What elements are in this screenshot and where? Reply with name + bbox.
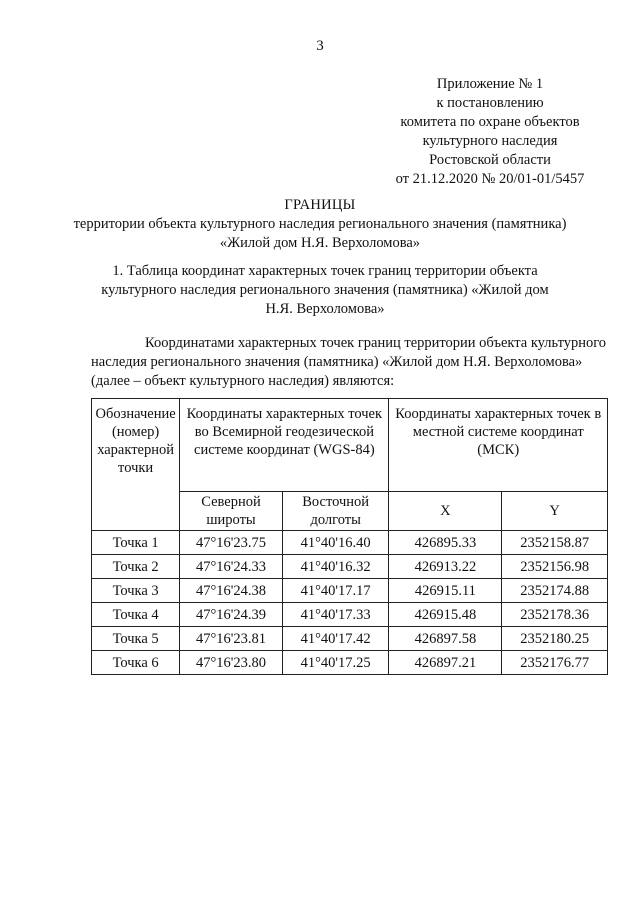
section-title xyxy=(55,262,595,319)
appendix-line: культурного наследия xyxy=(422,133,558,149)
heading-subtitle-line: территории объекта культурного наследия регионального значения (памятника) xyxy=(73,216,567,232)
heading-title: ГРАНИЦЫ xyxy=(284,197,356,213)
cell-east: 41°40'17.33 xyxy=(282,603,389,627)
header-east: Восточной долготы xyxy=(282,492,389,531)
table-header-row xyxy=(92,399,608,492)
cell-point: Точка 2 xyxy=(92,555,180,579)
cell-y: 2352180.25 xyxy=(502,627,608,651)
cell-north: 47°16'24.33 xyxy=(180,555,283,579)
cell-x: 426913.22 xyxy=(389,555,502,579)
appendix-block xyxy=(370,75,610,189)
table-row xyxy=(92,603,608,627)
cell-north: 47°16'24.39 xyxy=(180,603,283,627)
section-title-line: Н.Я. Верхоломова» xyxy=(265,301,385,317)
section-title-line: 1. Таблица координат характерных точек границ территории объекта xyxy=(112,263,538,279)
document-heading xyxy=(40,196,600,253)
cell-x: 426897.21 xyxy=(389,651,502,675)
paragraph-line: наследия регионального значения (памятника) «Жилой дом Н.Я. Верхоломова» xyxy=(91,354,583,370)
cell-x: 426915.11 xyxy=(389,579,502,603)
header-msk: Координаты характерных точек в местной системе координат (МСК) xyxy=(389,399,608,492)
cell-east: 41°40'17.17 xyxy=(282,579,389,603)
cell-x: 426915.48 xyxy=(389,603,502,627)
cell-x: 426895.33 xyxy=(389,531,502,555)
cell-east: 41°40'17.42 xyxy=(282,627,389,651)
appendix-line: к постановлению xyxy=(436,95,544,111)
appendix-line: Ростовской области xyxy=(429,152,551,168)
cell-north: 47°16'23.80 xyxy=(180,651,283,675)
cell-east: 41°40'16.40 xyxy=(282,531,389,555)
header-point: Обозначение (номер) характерной точки xyxy=(92,399,180,531)
cell-east: 41°40'16.32 xyxy=(282,555,389,579)
cell-y: 2352176.77 xyxy=(502,651,608,675)
cell-north: 47°16'23.75 xyxy=(180,531,283,555)
cell-north: 47°16'23.81 xyxy=(180,627,283,651)
cell-point: Точка 6 xyxy=(92,651,180,675)
table-row xyxy=(92,651,608,675)
coordinates-table xyxy=(91,398,608,675)
cell-y: 2352156.98 xyxy=(502,555,608,579)
header-north: Северной широты xyxy=(180,492,283,531)
table-row xyxy=(92,627,608,651)
header-y: Y xyxy=(502,492,608,531)
appendix-line: от 21.12.2020 № 20/01-01/5457 xyxy=(395,171,585,187)
table-row xyxy=(92,531,608,555)
table-row xyxy=(92,555,608,579)
cell-x: 426897.58 xyxy=(389,627,502,651)
cell-north: 47°16'24.38 xyxy=(180,579,283,603)
cell-y: 2352174.88 xyxy=(502,579,608,603)
cell-y: 2352158.87 xyxy=(502,531,608,555)
paragraph-line: Координатами характерных точек границ территории объекта культурного xyxy=(145,335,607,351)
cell-point: Точка 3 xyxy=(92,579,180,603)
cell-east: 41°40'17.25 xyxy=(282,651,389,675)
heading-subtitle-line: «Жилой дом Н.Я. Верхоломова» xyxy=(219,235,421,251)
cell-point: Точка 4 xyxy=(92,603,180,627)
cell-y: 2352178.36 xyxy=(502,603,608,627)
intro-paragraph xyxy=(91,334,608,391)
page-number: 3 xyxy=(316,38,324,54)
table-row xyxy=(92,579,608,603)
paragraph-line: (далее – объект культурного наследия) являются: xyxy=(91,373,395,389)
cell-point: Точка 5 xyxy=(92,627,180,651)
appendix-line: Приложение № 1 xyxy=(436,76,544,92)
appendix-line: комитета по охране объектов xyxy=(400,114,580,130)
section-title-line: культурного наследия регионального значения (памятника) «Жилой дом xyxy=(101,282,549,298)
cell-point: Точка 1 xyxy=(92,531,180,555)
header-x: X xyxy=(389,492,502,531)
header-wgs: Координаты характерных точек во Всемирной геодезической системе координат (WGS-84) xyxy=(180,399,389,492)
